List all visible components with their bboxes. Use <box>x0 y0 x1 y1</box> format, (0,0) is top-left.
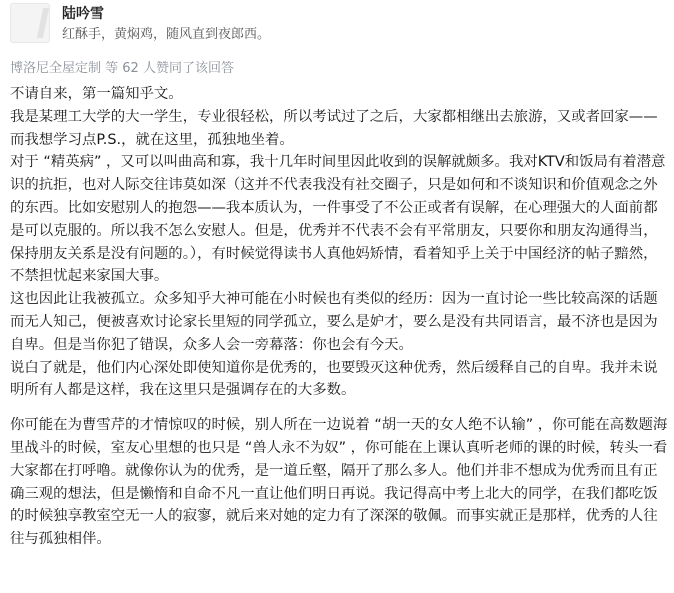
author-name[interactable]: 陆吟雪 <box>62 6 104 22</box>
voters-connector: 等 <box>101 61 123 76</box>
answer-content <box>10 83 670 551</box>
author-bio: 红酥手，黄焖鸡，随风直到夜郎西。 <box>62 27 271 42</box>
vote-count-link[interactable]: 62 <box>122 61 139 76</box>
paragraph: 不请自来，第一篇知乎文。 <box>10 86 183 102</box>
paragraph: 你可能在为曹雪芹的才情惊叹的时候，别人所在一边说着 “胡一天的女人绝不认输” ，你可能在高数题海里战斗的时候，室友心里想的也只是 “兽人永不为奴” ，你可能在上课认真听老师的课的时候，转头一看大家都在打呼噜。就像你认为的优秀，是一道丘壑，隔开了那么多人。他们并非不想成为优秀而且有正确三观的想法，但是懒惰和自命不凡一直让他们明日再说。我记得高中考上北大的同学，在我们都吃饭的时候独享教室空无一人的寂寥，就后来对她的定力有了深深的敬佩。而事实就正是那样，优秀的人往往与孤独相伴。 <box>10 417 668 548</box>
paragraph: 说白了就是，他们内心深处即使知道你是优秀的，也要毁灭这种优秀，然后缓释自己的自卑。我并未说明所有人都是这样，我在这里只是强调存在的大多数。 <box>10 359 658 399</box>
paragraph: 对于 “精英病” ，又可以叫曲高和寡，我十几年时间里因此收到的误解就颇多。我对KTV和饭局有着潜意识的抗拒，也对人际交往讳莫如深（这并不代表我没有社交圈子，只是如何和不谈知识和价值观念之外的东西。比如安慰别人的抱怨——我本质认为，一件事受了不公正或者有误解，在心理强大的人面前都是可以克服的。所以我不怎么安慰人。但是，优秀并不代表不会有平常朋友，只要你和朋友沟通得当，保持朋友关系是没有问题的。），有时候觉得读书人真他妈矫情，看着知乎上关于中国经济的帖子黯然，不禁担忧起来家国大事。 <box>10 154 666 285</box>
author-header <box>10 3 270 49</box>
voters-suffix: 人赞同了该回答 <box>138 61 234 76</box>
author-avatar[interactable] <box>10 3 50 43</box>
voters-line <box>10 60 234 78</box>
voter-name-link[interactable]: 博洛尼全屋定制 <box>10 61 102 76</box>
author-info <box>62 3 270 45</box>
paragraph: 这也因此让我被孤立。众多知乎大神可能在小时候也有类似的经历：因为一直讨论一些比较高深的话题而无人知己，便被喜欢讨论家长里短的同学孤立，要么是妒才，要么是没有共同语言，最不济也是因为自卑。但是当你犯了错误，众多人会一旁幕落：你也会有今天。 <box>10 291 658 353</box>
paragraph: 我是某理工大学的大一学生，专业很轻松，所以考试过了之后，大家都相继出去旅游，又或者回家——而我想学习点P.S.，就在这里，孤独地坐着。 <box>10 108 658 148</box>
